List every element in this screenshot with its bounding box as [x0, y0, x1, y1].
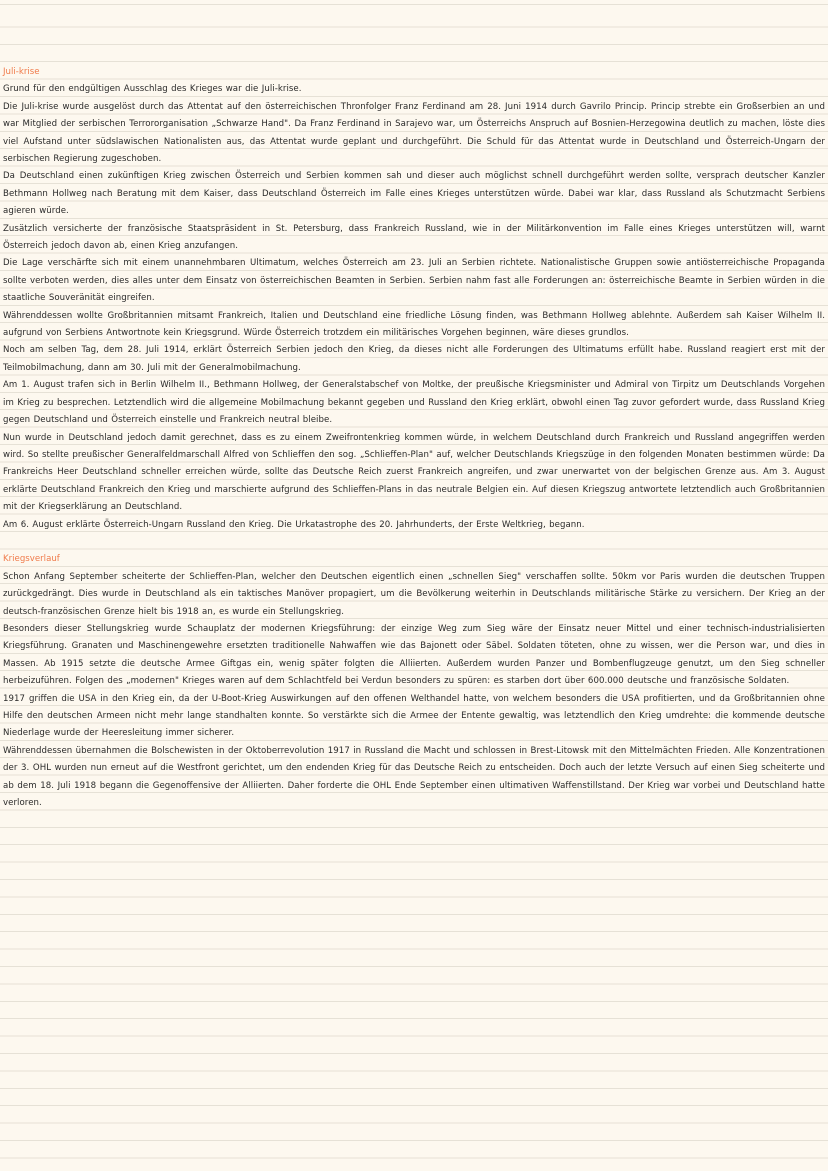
paragraph: Die Juli-krise wurde ausgelöst durch das Attentat auf den österreichischen Thronfolger Franz Ferdinand am 28. Juni 1914 durch Gavrilo Princip. Princip strebte ein Großserbien an und war Mitglied der serbischen Terrororganisation „Schwarze Hand". Da Franz Ferdinand in Sarajevo war, um Österreichs Anspruch auf Bosnien-Herzegowina deutlich zu machen, löste dies viel Aufstand unter südslawischen Nationalisten aus, das Attentat wurde geplant und durchgeführt. Die Schuld für das Attentat wurde in Deutschland und Österreich-Ungarn der serbischen Regierung zugeschoben.	[3, 101, 825, 165]
paragraph: Noch am selben Tag, dem 28. Juli 1914, erklärt Österreich Serbien jedoch den Krieg, da dieses nicht alle Forderungen des Ultimatums erfüllt habe. Russland reagiert erst mit der Teilmobilmachung, dann am 30. Juli mit der Generalmobilmachung.	[3, 345, 825, 373]
section-heading: Juli-krise	[3, 67, 40, 77]
paragraph: Nun wurde in Deutschland jedoch damit gerechnet, dass es zu einem Zweifrontenkrieg kommen würde, in welchem Deutschland durch Frankreich und Russland angegriffen werden wird. So stellte preußischer Generalfeldmarschall Alfred von Schlieffen den sog. „Schlieffen-Plan" auf, welcher Deutschlands Kriegszüge in den folgenden Monaten bestimmen würde: Da Frankreichs Heer Deutschland schneller erreichen würde, sollte das Deutsche Reich zuerst Frankreich angreifen, und zwar unerwartet von der belgischen Grenze aus. Am 3. August erklärte Deutschland Frankreich den Krieg und marschierte aufgrund des Schlieffen-Plans in das neutrale Belgien ein. Auf diesen Kriegszug antwortete letztendlich auch Großbritannien mit der Kriegserklärung an Deutschland.	[3, 432, 825, 513]
paragraph: Besonders dieser Stellungskrieg wurde Schauplatz der modernen Kriegsführung: der einzige Weg zum Sieg wäre der Einsatz neuer Mittel und einer technisch-industrialisierten Kriegsführung. Granaten und Maschinengewehre ersetzten traditionelle Nahwaffen wie das Bajonett oder Säbel. Soldaten töteten, ohne zu wissen, wer die Person war, und dies in Massen. Ab 1915 setzte die deutsche Armee Giftgas ein, wenig später folgten die Alliierten. Außerdem wurden Panzer und Bombenflugzeuge genutzt, um den Sieg schneller herbeizuführen. Folgen des „modernen" Krieges waren auf dem Schlachtfeld bei Verdun besonders zu spüren: es starben dort über 600.000 deutsche und französische Soldaten.	[3, 623, 825, 687]
paragraph: Währenddessen übernahmen die Bolschewisten in der Oktoberrevolution 1917 in Russland die Macht und schlossen in Brest-Litowsk mit den Mittelmächten Frieden. Alle Konzentrationen der 3. OHL wurden nun erneut auf die Westfront gerichtet, um den endenden Krieg für das Deutsche Reich zu entscheiden. Doch auch der letzte Versuch auf einen Sieg scheiterte und ab dem 18. Juli 1918 begann die Gegenoffensive der Alliierten. Daher forderte die OHL Ende September einen ultimativen Waffenstillstand. Der Krieg war vorbei und Deutschland hatte verloren.	[3, 745, 825, 809]
paragraph: Am 1. August trafen sich in Berlin Wilhelm II., Bethmann Hollweg, der Generalstabschef von Moltke, der preußische Kriegsminister und Admiral von Tirpitz um Deutschlands Vorgehen im Krieg zu besprechen. Letztendlich wird die allgemeine Mobilmachung bekannt gegeben und Russland den Krieg erklärt, obwohl einen Tag zuvor gefordert wurde, dass Russland Krieg gegen Deutschland und Österreich einstelle und Frankreich neutral bleibe.	[3, 380, 825, 426]
section-kriegsverlauf	[3, 551, 825, 812]
paragraph: Da Deutschland einen zukünftigen Krieg zwischen Österreich und Serbien kommen sah und dieser auch möglichst schnell durchgeführt werden sollte, versprach deutscher Kanzler Bethmann Hollweg nach Beratung mit dem Kaiser, dass Deutschland Österreich im Falle eines Krieges unterstützen würde. Dabei war klar, dass Russland als Schutzmacht Serbiens agieren würde.	[3, 171, 825, 217]
paragraph: Schon Anfang September scheiterte der Schlieffen-Plan, welcher den Deutschen eigentlich einen „schnellen Sieg" verschaffen sollte. 50km vor Paris wurden die deutschen Truppen zurückgedrängt. Dies wurde in Deutschland als ein taktisches Manöver propagiert, um die Bevölkerung weiterhin in Deutschlands militärische Stärke zu versichern. Der Krieg an der deutsch-französischen Grenze hielt bis 1918 an, es wurde ein Stellungskrieg.	[3, 571, 825, 617]
paragraph: 1917 griffen die USA in den Krieg ein, da der U-Boot-Krieg Auswirkungen auf den offenen Welthandel hatte, von welchem besonders die USA profitierten, und da Großbritannien ohne Hilfe den deutschen Armeen nicht mehr lange standhalten konnte. So verstärkte sich die Armee der Entente gewaltig, was letztendlich den Krieg umdrehte: die kommende deutsche Niederlage wurde der Heeresleitung immer sicherer.	[3, 693, 825, 739]
paragraph: Die Lage verschärfte sich mit einem unannehmbaren Ultimatum, welches Österreich am 23. Juli an Serbien richtete. Nationalistische Gruppen sowie antiösterreichische Propaganda sollte verboten werden, dies alles unter dem Einsatz von österreichischen Beamten in Serbien. Serbien nahm fast alle Forderungen an: österreichische Beamte in Serbien würden in die staatliche Souveränität eingreifen.	[3, 258, 825, 304]
paragraph: Am 6. August erklärte Österreich-Ungarn Russland den Krieg. Die Urkatastrophe des 20. Jahrhunderts, der Erste Weltkrieg, begann.	[3, 519, 585, 530]
section-julikrise	[3, 64, 825, 534]
section-spacer	[3, 534, 825, 551]
paragraph: Zusätzlich versicherte der französische Staatspräsident in St. Petersburg, dass Frankreich Russland, wie in der Militärkonvention im Falle eines Krieges unterstützen will, warnt Österreich jedoch davon ab, einen Krieg anzufangen.	[3, 223, 825, 252]
paragraph: Grund für den endgültigen Ausschlag des Krieges war die Juli-krise.	[3, 84, 302, 95]
section-heading: Kriegsverlauf	[3, 554, 60, 565]
paragraph: Währenddessen wollte Großbritannien mitsamt Frankreich, Italien und Deutschland eine friedliche Lösung finden, was Bethmann Hollweg ablehnte. Außerdem sah Kaiser Wilhelm II. aufgrund von Serbiens Antwortnote kein Kriegsgrund. Würde Österreich trotzdem ein militärisches Vorgehen beginnen, wäre dieses grundlos.	[3, 310, 825, 339]
notes-content	[3, 64, 825, 812]
